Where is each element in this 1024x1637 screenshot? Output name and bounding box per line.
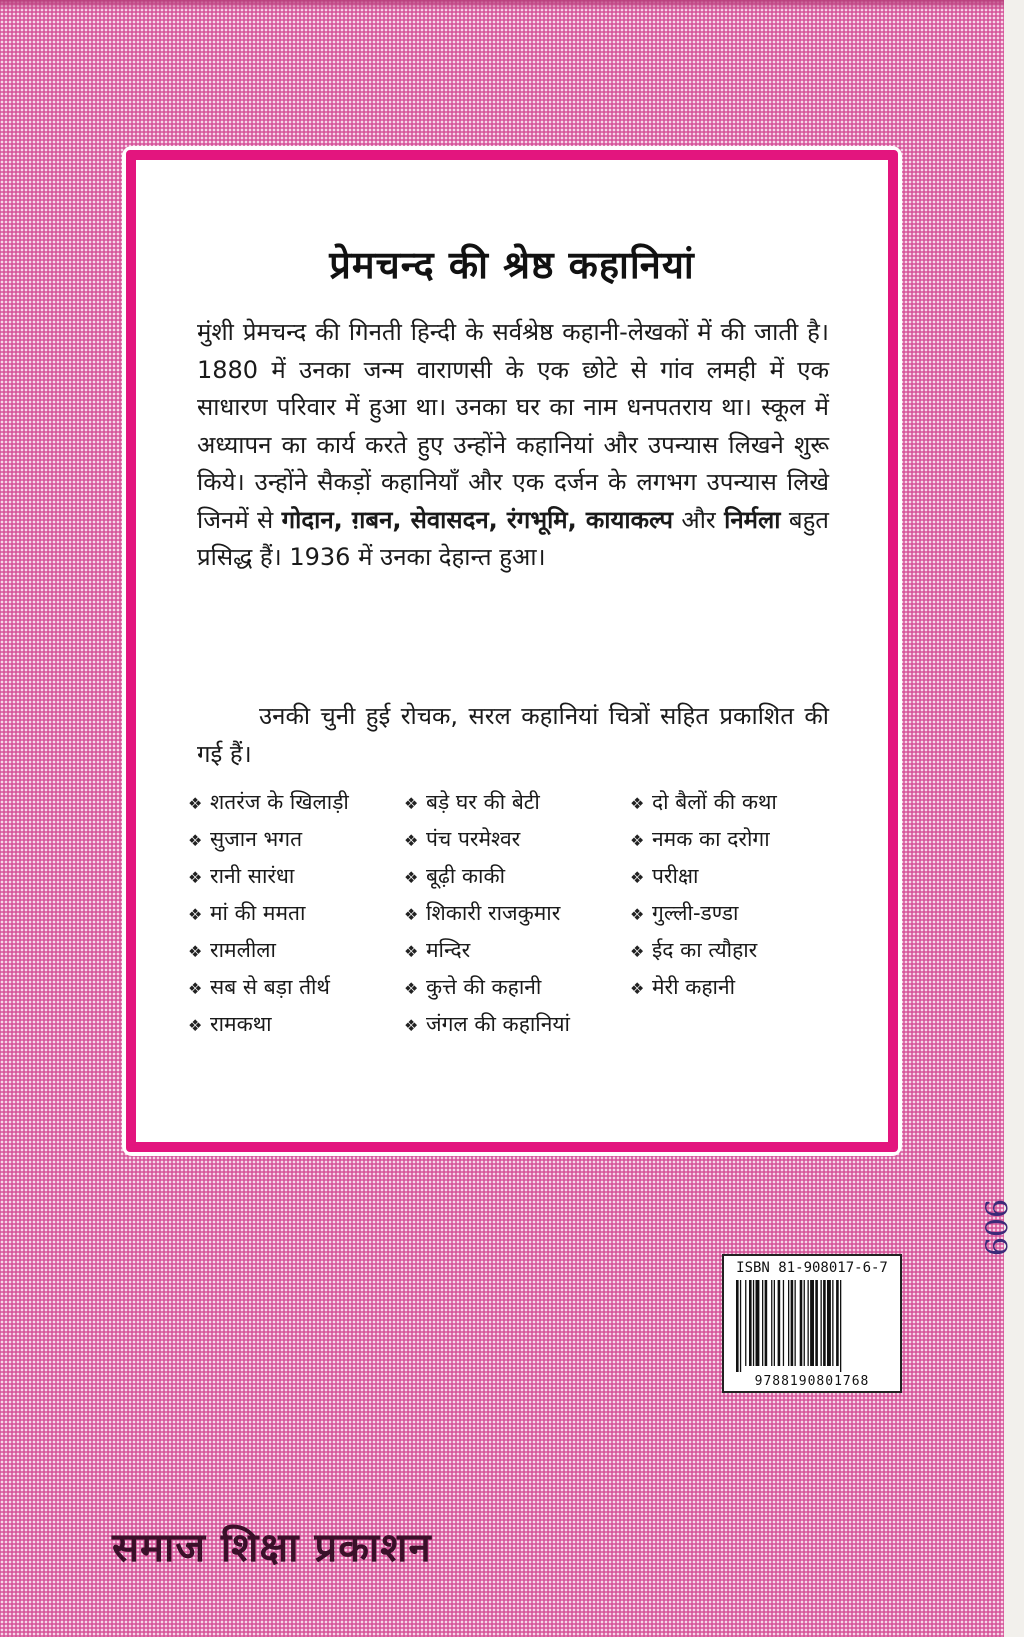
diamond-bullet-icon: ❖: [630, 831, 645, 850]
note-paragraph: उनकी चुनी हुई रोचक, सरल कहानियां चित्रों सहित प्रकाशित की गई हैं।: [197, 702, 829, 768]
diamond-bullet-icon: ❖: [188, 868, 203, 887]
diamond-bullet-icon: ❖: [404, 831, 419, 850]
description-bold-titles: गोदान, ग़बन, सेवासदन, रंगभूमि, कायाकल्प: [281, 505, 674, 534]
story-item: [630, 895, 838, 932]
diamond-bullet-icon: ❖: [188, 831, 203, 850]
story-item: [404, 821, 630, 858]
story-title: नमक का दरोगा: [652, 827, 770, 851]
story-item: [188, 858, 404, 895]
diamond-bullet-icon: ❖: [630, 979, 645, 998]
diamond-bullet-icon: ❖: [404, 905, 419, 924]
story-item: [188, 1006, 404, 1043]
diamond-bullet-icon: ❖: [188, 979, 203, 998]
content-panel: [122, 146, 902, 1156]
story-title: रामलीला: [210, 938, 276, 962]
story-item: [404, 932, 630, 969]
barcode-digits: 9788190801768: [754, 1374, 870, 1389]
story-item: [404, 969, 630, 1006]
diamond-bullet-icon: ❖: [188, 905, 203, 924]
story-item: [188, 932, 404, 969]
story-item: [188, 821, 404, 858]
publisher-name: समाज शिक्षा प्रकाशन: [112, 1525, 432, 1571]
story-item: [404, 1006, 630, 1043]
page-title: प्रेमचन्द की श्रेष्ठ कहानियां: [329, 243, 695, 287]
story-item: [404, 858, 630, 895]
story-item: [630, 932, 838, 969]
story-item: [188, 895, 404, 932]
diamond-bullet-icon: ❖: [404, 794, 419, 813]
diamond-bullet-icon: ❖: [630, 905, 645, 924]
story-title: रामकथा: [210, 1012, 272, 1036]
description-text-2: और: [673, 505, 725, 534]
diamond-bullet-icon: ❖: [630, 794, 645, 813]
story-title: सुजान भगत: [210, 827, 303, 851]
handwritten-note: 909: [977, 1198, 1013, 1257]
diamond-bullet-icon: ❖: [404, 868, 419, 887]
story-title: मां की ममता: [210, 901, 306, 925]
scan-edge-right: [1004, 0, 1024, 1637]
diamond-bullet-icon: ❖: [404, 979, 419, 998]
barcode-bars-icon: [734, 1280, 890, 1372]
isbn-label: ISBN 81-908017-6-7: [736, 1260, 888, 1276]
story-title: मन्दिर: [426, 938, 471, 962]
story-item: [630, 858, 838, 895]
description-text-1: मुंशी प्रेमचन्द की गिनती हिन्दी के सर्वश्रेष्ठ कहानी-लेखकों में की जाती है। 1880 में उनका जन्म वाराणसी के एक छोटे से गांव लमही में एक साधारण परिवार में हुआ था। उनका घर का नाम धनपतराय था। स्कूल में अध्यापन का कार्य करते हुए उन्होंने कहानियां और उपन्यास लिखने शुरू किये। उन्होंने सैकड़ों कहानियाँ और एक दर्जन के लगभग उपन्यास लिखे जिनमें से: [197, 318, 829, 534]
description-text-3: बहुत प्रसिद्ध हैं। 1936 में उनका देहान्त हुआ।: [197, 505, 829, 571]
diamond-bullet-icon: ❖: [188, 1016, 203, 1035]
diamond-bullet-icon: ❖: [404, 1016, 419, 1035]
description-bold-nirmala: निर्मला: [724, 505, 781, 534]
diamond-bullet-icon: ❖: [188, 794, 203, 813]
story-title: गुल्ली-डण्डा: [652, 901, 739, 925]
panel-inner: [140, 164, 884, 1138]
story-title: जंगल की कहानियां: [426, 1012, 570, 1036]
story-title: पंच परमेश्वर: [426, 827, 521, 851]
scan-edge-top: [0, 0, 1024, 10]
story-title: बूढ़ी काकी: [426, 864, 506, 888]
story-item: [188, 969, 404, 1006]
story-item: [404, 895, 630, 932]
description-paragraph: [197, 314, 829, 577]
story-title: सब से बड़ा तीर्थ: [210, 975, 330, 999]
story-title: शिकारी राजकुमार: [426, 901, 561, 925]
story-item: [404, 784, 630, 821]
diamond-bullet-icon: ❖: [188, 942, 203, 961]
story-item: [630, 784, 838, 821]
story-item: [630, 821, 838, 858]
story-title: परीक्षा: [652, 864, 699, 888]
story-title: रानी सारंधा: [210, 864, 295, 888]
story-title: शतरंज के खिलाड़ी: [210, 790, 349, 814]
barcode-box: [722, 1254, 902, 1393]
diamond-bullet-icon: ❖: [630, 868, 645, 887]
story-title: दो बैलों की कथा: [652, 790, 777, 814]
story-item: [630, 969, 838, 1006]
diamond-bullet-icon: ❖: [404, 942, 419, 961]
story-list: [188, 784, 838, 1084]
story-title: कुत्ते की कहानी: [426, 975, 542, 999]
story-title: मेरी कहानी: [652, 975, 736, 999]
diamond-bullet-icon: ❖: [630, 942, 645, 961]
story-title: बड़े घर की बेटी: [426, 790, 540, 814]
story-title: ईद का त्यौहार: [652, 938, 758, 962]
story-item: [188, 784, 404, 821]
